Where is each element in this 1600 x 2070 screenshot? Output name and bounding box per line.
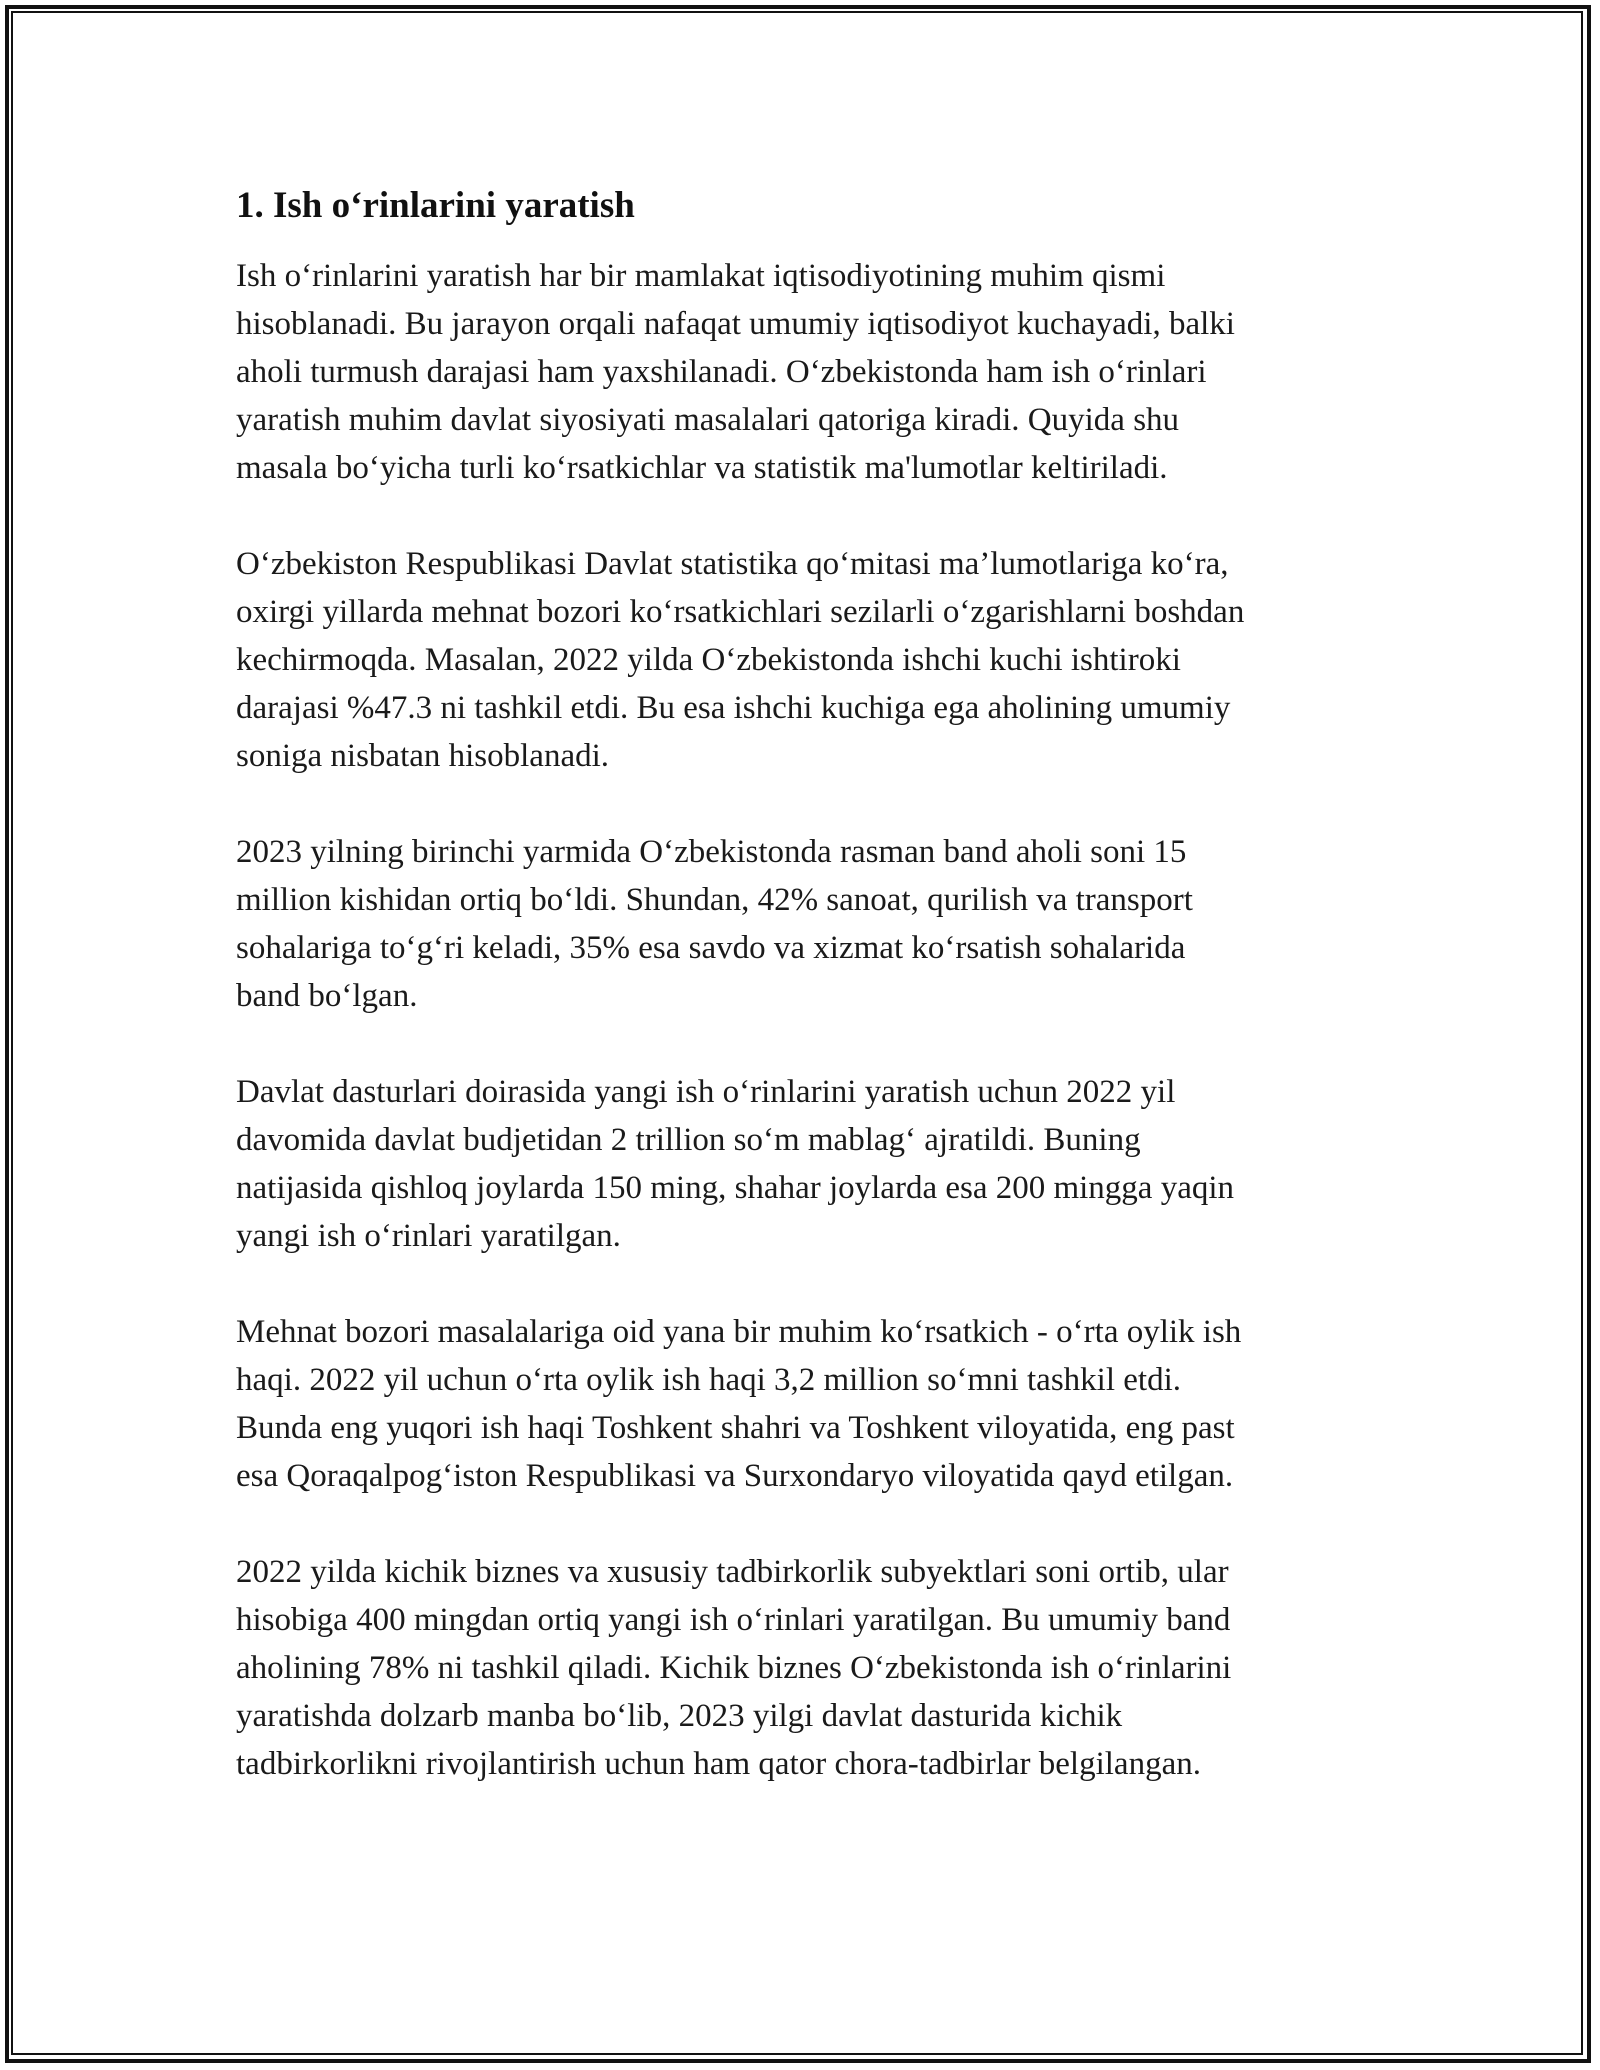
text-line: Bunda eng yuqori ish haqi Toshkent shahri va Toshkent viloyatida, eng past: [236, 1410, 1235, 1446]
text-line: sohalariga to‘g‘ri keladi, 35% esa savdo va xizmat ko‘rsatish sohalarida: [236, 930, 1186, 966]
text-line: 2023 yilning birinchi yarmida O‘zbekistonda rasman band aholi soni 15: [236, 834, 1187, 870]
text-line: tadbirkorlikni rivojlantirish uchun ham qator chora-tadbirlar belgilangan.: [236, 1746, 1201, 1782]
text-line: million kishidan ortiq bo‘ldi. Shundan, 42% sanoat, qurilish va transport: [236, 882, 1193, 918]
text-line: yangi ish o‘rinlari yaratilgan.: [236, 1218, 621, 1254]
text-line: yaratishda dolzarb manba bo‘lib, 2023 yilgi davlat dasturida kichik: [236, 1698, 1123, 1734]
text-line: hisoblanadi. Bu jarayon orqali nafaqat umumiy iqtisodiyot kuchayadi, balki: [236, 306, 1235, 342]
text-line: davomida davlat budjetidan 2 trillion so‘m mablag‘ ajratildi. Buning: [236, 1122, 1141, 1158]
paragraph-statistics: [236, 540, 1376, 780]
section-heading: 1. Ish o‘rinlarini yaratish: [236, 185, 635, 226]
text-line: aholining 78% ni tashkil qiladi. Kichik biznes O‘zbekistonda ish o‘rinlarini: [236, 1650, 1232, 1686]
text-line: Davlat dasturlari doirasida yangi ish o‘rinlarini yaratish uchun 2022 yil: [236, 1074, 1176, 1110]
text-line: aholi turmush darajasi ham yaxshilanadi. O‘zbekistonda ham ish o‘rinlari: [236, 354, 1207, 390]
paragraph-intro: [236, 252, 1376, 492]
paragraph-state-programs: [236, 1068, 1376, 1260]
text-line: hisobiga 400 mingdan ortiq yangi ish o‘rinlari yaratilgan. Bu umumiy band: [236, 1602, 1231, 1638]
text-line: Mehnat bozori masalalariga oid yana bir muhim ko‘rsatkich - o‘rta oylik ish: [236, 1314, 1242, 1350]
text-line: yaratish muhim davlat siyosiyati masalalari qatoriga kiradi. Quyida shu: [236, 402, 1180, 438]
text-line: soniga nisbatan hisoblanadi.: [236, 738, 610, 774]
paragraph-employment-2023: [236, 828, 1376, 1020]
text-line: O‘zbekiston Respublikasi Davlat statistika qo‘mitasi ma’lumotlariga ko‘ra,: [236, 546, 1229, 582]
text-line: oxirgi yillarda mehnat bozori ko‘rsatkichlari sezilarli o‘zgarishlarni boshdan: [236, 594, 1245, 630]
paragraph-wages: [236, 1308, 1376, 1500]
text-line: 2022 yilda kichik biznes va xususiy tadbirkorlik subyektlari soni ortib, ular: [236, 1554, 1229, 1590]
text-line: Ish o‘rinlarini yaratish har bir mamlakat iqtisodiyotining muhim qismi: [236, 258, 1166, 294]
text-line: natijasida qishloq joylarda 150 ming, shahar joylarda esa 200 mingga yaqin: [236, 1170, 1235, 1206]
text-line: masala bo‘yicha turli ko‘rsatkichlar va statistik ma'lumotlar keltiriladi.: [236, 450, 1168, 486]
document-body: [236, 184, 1376, 1836]
text-line: darajasi %47.3 ni tashkil etdi. Bu esa ishchi kuchiga ega aholining umumiy: [236, 690, 1231, 726]
text-line: esa Qoraqalpog‘iston Respublikasi va Surxondaryo viloyatida qayd etilgan.: [236, 1458, 1234, 1494]
text-line: band bo‘lgan.: [236, 978, 418, 1014]
paragraph-small-business: [236, 1548, 1376, 1788]
text-line: kechirmoqda. Masalan, 2022 yilda O‘zbekistonda ishchi kuchi ishtiroki: [236, 642, 1181, 678]
text-line: haqi. 2022 yil uchun o‘rta oylik ish haqi 3,2 million so‘mni tashkil etdi.: [236, 1362, 1181, 1398]
